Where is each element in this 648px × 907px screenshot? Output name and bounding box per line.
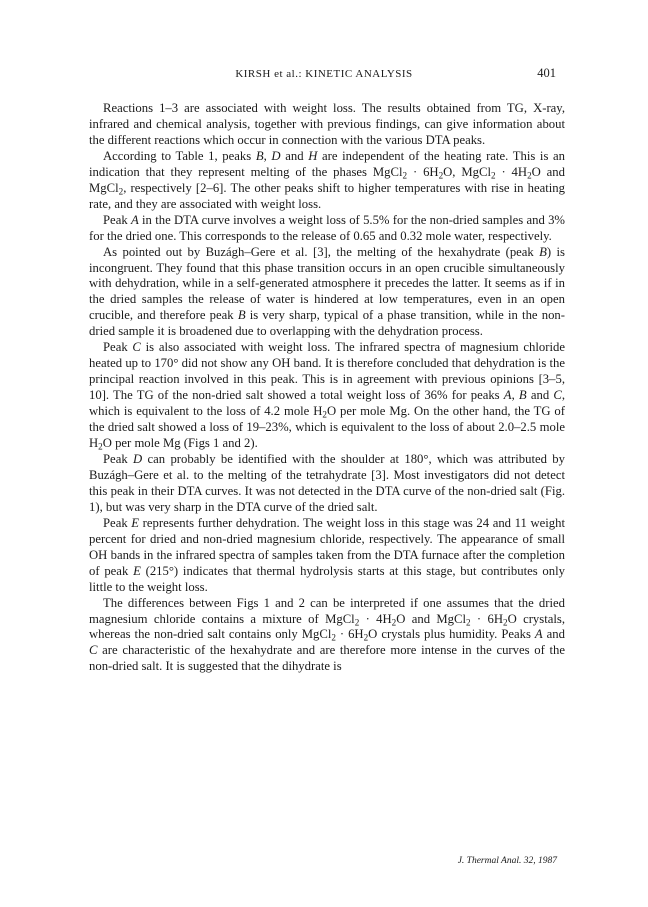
paragraph: Peak E represents further dehydration. The weight loss in this stage was 24 and 11 weight percent for dried and non-dried magnesium chloride, respectively. The appearance of small OH bands in the infrared spectra of samples taken from the DTA furnace after the completion of peak E (215°) indicates that thermal hydrolysis starts at this stage, but contributes only little to the weight loss. <box>89 515 566 594</box>
paragraph: Reactions 1–3 are associated with weight loss. The results obtained from TG, X-ray, infrared and chemical analysis, together with previous findings, can give information about the different reactions which occur in connection with the various DTA peaks. <box>89 101 565 147</box>
paragraph: Peak A in the DTA curve involves a weight loss of 5.5% for the non-dried samples and 3% for the dried one. This corresponds to the release of 0.65 and 0.32 mole water, respectively. <box>89 212 565 243</box>
page-header <box>0 66 648 86</box>
paragraph: Peak C is also associated with weight loss. The infrared spectra of magnesium chloride heated up to 170° did not show any OH band. It is therefore concluded that dehydration is the principal reaction involved in this peak. This is in agreement with previous opinions [3–5, 10]. The TG of the non-dried salt showed a total weight loss of 36% for peaks A, B and C, which is equivalent to the loss of 4.2 mole $H_2O$ per mole Mg. On the other hand, the TG of the dried salt showed a loss of 19–23%, which is equivalent to the loss of about 2.0–2.5 mole $H_2O$ per mole Mg (Figs 1 and 2). <box>89 340 565 452</box>
page-number: 401 <box>537 66 556 80</box>
running-head: KIRSH et al.: KINETIC ANALYSIS <box>235 68 413 80</box>
paragraph: According to Table 1, peaks B, D and H are independent of the heating rate. This is an indication that they represent melting of the phases MgCl$_2$ · $6H_2O$, MgCl$_2$ · $4H_2O$ and MgCl$_2$, respectively [2–6]. The other peaks shift to higher temperatures with rise in heating rate, and they are associated with weight loss. <box>89 148 566 211</box>
body-text <box>89 101 565 675</box>
journal-footer: J. Thermal Anal. 32, 1987 <box>457 856 557 866</box>
paragraph: Peak D can probably be identified with the shoulder at 180°, which was attributed by Buzágh–Gere et al. to the melting of the tetrahydrate [3]. Most investigators did not detect this peak in their DTA curves. It was not detected in the DTA curve of the non-dried salt (Fig. 1), but was very sharp in the DTA curve of the dried salt. <box>89 451 565 514</box>
paragraph: As pointed out by Buzágh–Gere et al. [3], the melting of the hexahydrate (peak B) is incongruent. They found that this phase transition occurs in an open crucible simultaneously with dehydration, while in a self-generated atmosphere it precedes the latter. It seems as if in the dried samples the release of water is hindered at low temperatures, even in an open crucible, and therefore peak B is very sharp, typical of a phase transition, while in the non-dried sample it is broadened due to overlapping with the dehydration process. <box>89 244 565 339</box>
paragraph: The differences between Figs 1 and 2 can be interpreted if one assumes that the dried magnesium chloride contains a mixture of MgCl$_2$ · $4H_2O$ and MgCl$_2$ · $6H_2O$ crystals, whereas the non-dried salt contains only MgCl$_2$ · $6H_2O$ crystals plus humidity. Peaks A and C are characteristic of the hexahydrate and are therefore more intense in the curves of the non-dried salt. It is suggested that the dihydrate is <box>89 595 565 674</box>
